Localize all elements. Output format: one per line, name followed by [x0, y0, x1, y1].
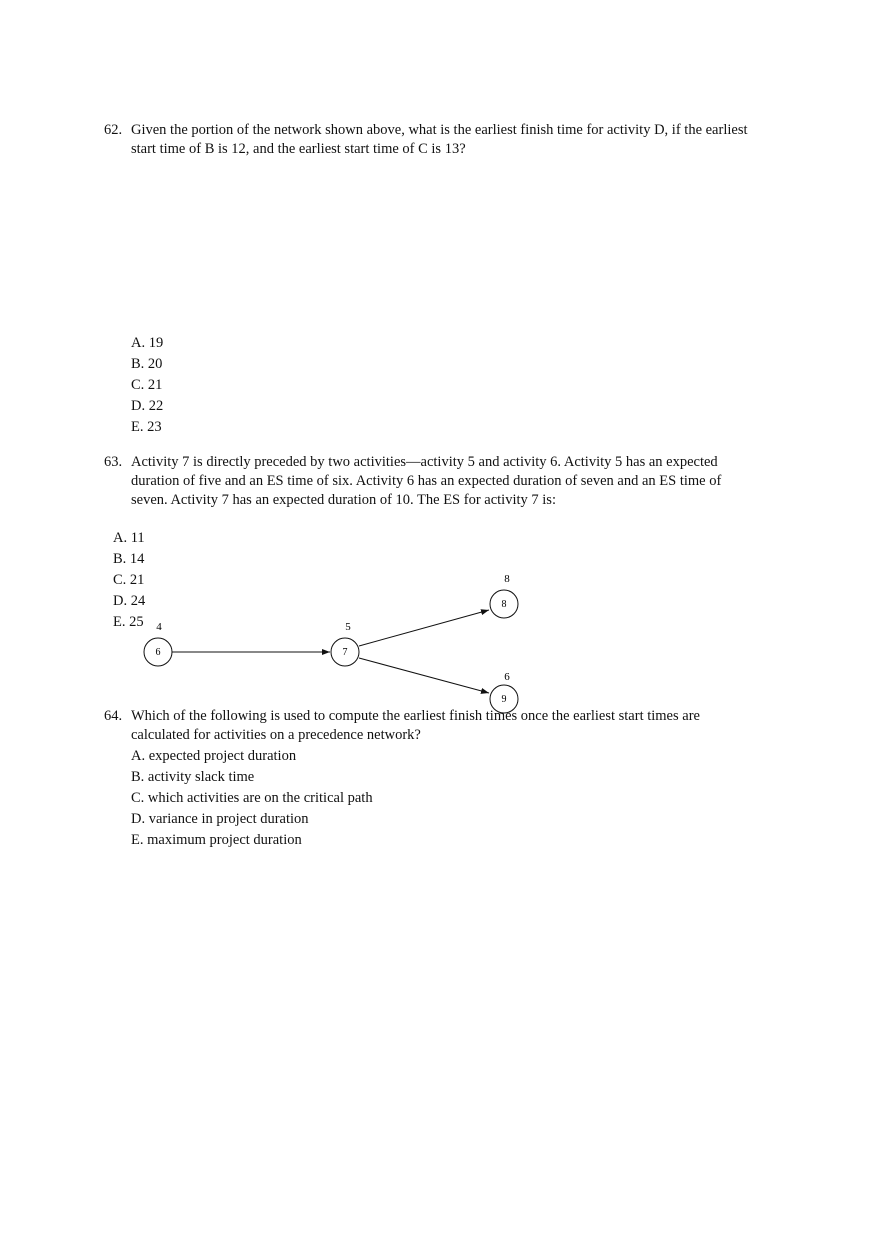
question-63-number: 63. [104, 454, 123, 470]
question-63-text-line-3: seven. Activity 7 has an expected duration of 10. The ES for activity 7 is: [131, 492, 556, 508]
question-62-text-line-1: Given the portion of the network shown above, what is the earliest finish time for activity D, if the earliest [131, 122, 748, 138]
question-64-text-line-1: Which of the following is used to compute the earliest finish times once the earliest start times are [131, 708, 700, 724]
q63-option-a[interactable]: A. 11 [113, 530, 145, 546]
q63-option-e[interactable]: E. 25 [113, 614, 144, 630]
question-64-number: 64. [104, 708, 123, 724]
question-64-text-line-2: calculated for activities on a precedence network? [131, 727, 421, 743]
network-diagram [140, 568, 540, 716]
node-7-duration: 5 [345, 621, 351, 633]
q63-option-c[interactable]: C. 21 [113, 572, 145, 588]
node-8-duration: 8 [504, 573, 510, 585]
question-63-text-line-1: Activity 7 is directly preceded by two activities—activity 5 and activity 6. Activity 5 has an expected [131, 454, 718, 470]
arrow-7-to-8 [359, 610, 489, 646]
arrow-7-to-9 [359, 658, 489, 693]
question-63-text-line-2: duration of five and an ES time of six. Activity 6 has an expected duration of seven and an ES time of [131, 473, 722, 489]
question-62-number: 62. [104, 122, 123, 138]
q62-option-d[interactable]: D. 22 [131, 398, 164, 414]
q64-option-a[interactable]: A. expected project duration [131, 748, 297, 764]
q63-option-d[interactable]: D. 24 [113, 593, 146, 609]
question-62 [104, 121, 784, 159]
node-8-label: 8 [501, 599, 507, 610]
question-64 [104, 707, 784, 745]
q64-option-b[interactable]: B. activity slack time [131, 769, 255, 785]
node-7-label: 7 [342, 647, 348, 658]
q64-option-e[interactable]: E. maximum project duration [131, 832, 302, 848]
node-9-duration: 6 [504, 671, 510, 683]
q62-option-b[interactable]: B. 20 [131, 356, 163, 372]
node-9-label: 9 [501, 694, 507, 705]
q64-option-c[interactable]: C. which activities are on the critical path [131, 790, 373, 806]
q64-option-d[interactable]: D. variance in project duration [131, 811, 309, 827]
question-63 [104, 453, 784, 510]
q63-option-b[interactable]: B. 14 [113, 551, 145, 567]
node-6-label: 6 [155, 647, 161, 658]
question-64-options [131, 746, 373, 851]
q62-option-c[interactable]: C. 21 [131, 377, 163, 393]
q62-option-a[interactable]: A. 19 [131, 335, 164, 351]
question-62-text-line-2: start time of B is 12, and the earliest start time of C is 13? [131, 141, 466, 157]
node-6-duration: 4 [156, 621, 162, 633]
question-62-options [131, 333, 163, 438]
q62-option-e[interactable]: E. 23 [131, 419, 162, 435]
